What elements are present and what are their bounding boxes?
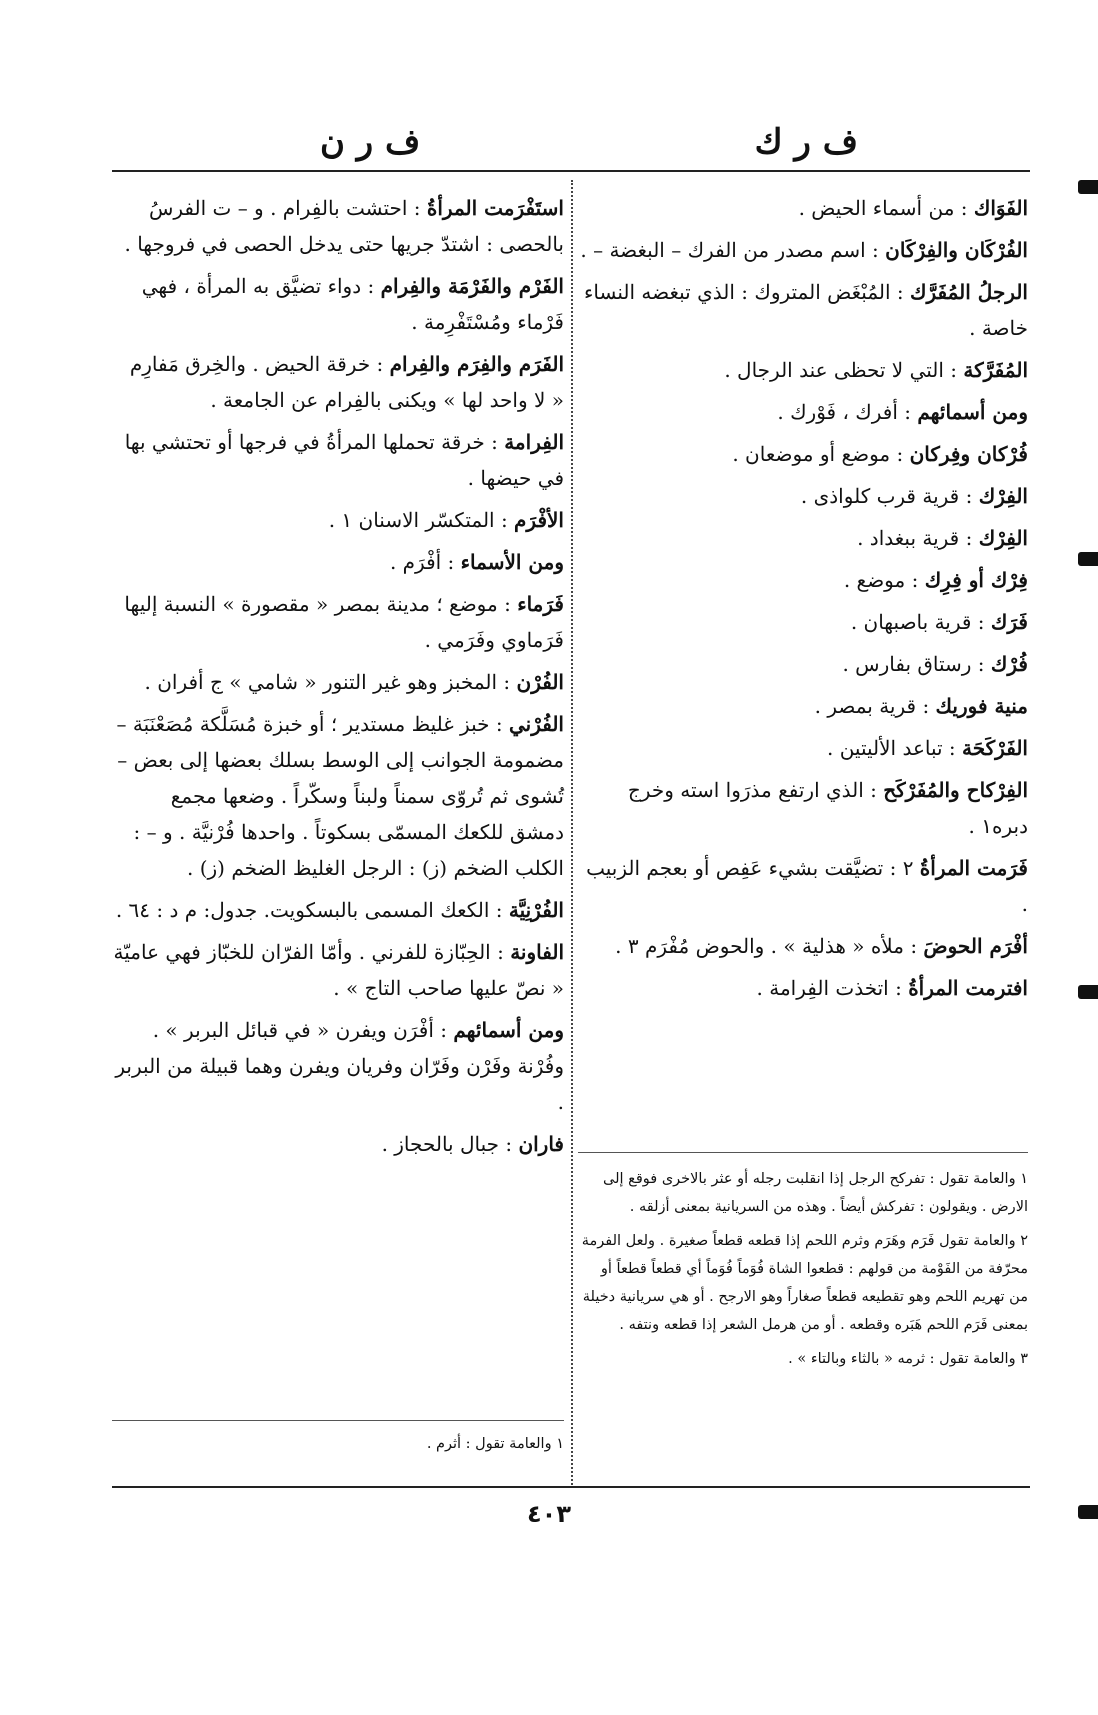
entry: [112, 502, 564, 538]
headword: الرجلُ المُفَرَّك: [909, 280, 1028, 304]
headword: الفُرْني: [508, 712, 564, 736]
footnote: ١ والعامة تقول : أثرم .: [426, 1436, 564, 1452]
column-divider: [571, 180, 573, 1485]
headword: الفَرَم والفِرَم والفِرام: [389, 352, 564, 376]
entry: [578, 604, 1028, 640]
definition: : خبز غليظ مستدير ؛ أو خبزة مُسَلَّكة مُصَعْنَبَة – مضمومة الجوانب إلى الوسط بسلك بعضها إلى بعض – تُشوى ثم تُروّى سمناً ولبناً وسكّراً . وضعها مجمع دمشق للكعك المسمّى بسكوتاً . واحدها فُرْنيَّة . و – : الكلب الضخم (ز) : الرجل الغليظ الضخم (ز) .: [116, 712, 564, 880]
entry: [112, 544, 564, 580]
entry: [578, 646, 1028, 682]
headword: الفَرْكَحَة: [962, 736, 1028, 760]
entry: [578, 730, 1028, 766]
page-edge-mark: [1078, 1505, 1098, 1519]
entry: [112, 706, 564, 886]
entry: [112, 934, 564, 1006]
right-footnotes: [578, 1165, 1028, 1379]
headword: فِرْك أو فِرِك: [924, 568, 1028, 592]
definition: : المتكسّر الاسنان ١ .: [328, 508, 515, 532]
footnote: ٣ والعامة تقول : ثرمه « بالثاء وبالتاء » .: [788, 1351, 1028, 1367]
entry: [578, 436, 1028, 472]
headword: الفاونة: [510, 940, 564, 964]
entry: [578, 562, 1028, 598]
headword: منية فوريك: [935, 694, 1028, 718]
headword: الفُرْنِيَّة: [508, 898, 564, 922]
headword: استَفْرَمت المرأةُ: [426, 196, 564, 220]
page-edge-mark: [1078, 180, 1098, 194]
entry: [112, 190, 564, 262]
definition: : رستاق بفارس .: [842, 652, 991, 676]
headword: ومن الأسماء: [460, 550, 564, 574]
left-column-entries: [112, 190, 564, 1168]
headword: أفْرَم الحوضَ: [923, 934, 1028, 958]
headword: الفُرْكَان والفِرْكَان: [885, 238, 1028, 262]
entry: [578, 850, 1028, 922]
headword: الفَوَاك: [973, 196, 1028, 220]
entry: [578, 478, 1028, 514]
right-footnote-rule: [578, 1152, 1028, 1153]
entry: [578, 190, 1028, 226]
entry: [578, 970, 1028, 1006]
definition: : جبال بالحجاز .: [381, 1132, 519, 1156]
definition: : الذي ارتفع مذرَوا استه وخرج دبره١ .: [627, 778, 1028, 838]
right-column-root-heading: ف ر ك: [754, 122, 858, 162]
definition: : المخبز وهو غير التنور « شامي » ج أفران .: [144, 670, 517, 694]
definition: : موضع ؛ مدينة بمصر « مقصورة » النسبة إليها فَرَماوي وفَرَمي .: [124, 592, 564, 652]
definition: : قرية ببغداد .: [857, 526, 979, 550]
entry: [112, 1126, 564, 1162]
headword: الأفْرَم: [514, 508, 564, 532]
headword: المُفَرَّكة: [963, 358, 1028, 382]
headword: الفُرْن: [516, 670, 564, 694]
definition: : احتشت بالفِرام . و – ت الفرسُ بالحصى : اشتدّ جريها حتى يدخل الحصى في فروجها .: [124, 196, 564, 256]
definition: : دواء تضيَّق به المرأة ، فهي فَرْماء ومُسْتَفْرِمة .: [141, 274, 564, 334]
definition: : قرية قرب كلواذى .: [800, 484, 979, 508]
definition: : المُبْغَض المتروك : الذي تبغضه النساء خاصة .: [584, 280, 1028, 340]
headword: فُرْك: [990, 652, 1028, 676]
headword: الفَرْم والفَرْمَة والفِرام: [380, 274, 564, 298]
definition: : موضع .: [843, 568, 925, 592]
definition: : أفرك ، فَوْرك .: [777, 400, 918, 424]
bottom-rule: [112, 1486, 1030, 1488]
headword: الفِرْك: [978, 484, 1028, 508]
page-number: ٤٠٣: [527, 1500, 571, 1528]
entry: [578, 928, 1028, 964]
entry: [578, 274, 1028, 346]
definition: : تباعد الأليتين .: [826, 736, 963, 760]
page-edge-mark: [1078, 552, 1098, 566]
page-edge-mark: [1078, 985, 1098, 999]
definition: : اسم مصدر من الفرك – البغضة – .: [580, 238, 886, 262]
definition: : أفْرَم .: [389, 550, 461, 574]
headword: فَرَماء: [517, 592, 564, 616]
headword: الفِرْكاح والمُفَرْكَح: [883, 778, 1028, 802]
headword: الفِرامة: [504, 430, 564, 454]
headword: فَرَك: [990, 610, 1028, 634]
headword: الفِرْك: [978, 526, 1028, 550]
footnote: ٢ والعامة تقول فَرَم وهَرَم وثرم اللحم إذا قطعه قطعاً صغيرة . ولعل الفرمة محرّفة من الفَوْمة من قولهم : قطعوا الشاة فُوَماً فُوَماً أي قطعاً قطعاً أو من تهريم اللحم وهو تقطيعه قطعاً صغاراً وهو الارجح . أو هي سريانية دخيلة بمعنى فَرَم اللحم هَبَره وقطعه . أو من هرمل الشعر إذا قطعه ونتفه .: [581, 1233, 1028, 1333]
entry: [112, 586, 564, 658]
left-footnote-rule: [112, 1420, 564, 1421]
entry: [112, 346, 564, 418]
definition: : خرقة تحملها المرأةُ في فرجها أو تحتشي بها في حيضها .: [124, 430, 564, 490]
headword: فَرَمت المرأةُ: [919, 856, 1028, 880]
definition: : الحِبّازة للفرني . وأمّا الفرّان للخبّاز فهي عاميّة « نصّ عليها صاحب التاج » .: [113, 940, 564, 1000]
definition: : من أسماء الحيض .: [798, 196, 974, 220]
definition: : موضع أو موضعان .: [732, 442, 910, 466]
left-footnotes: [112, 1430, 564, 1464]
headword: فُرْكان وفِركان: [909, 442, 1028, 466]
entry: [578, 232, 1028, 268]
headword: افترمت المرأةُ: [908, 976, 1028, 1000]
definition: : قرية باصبهان .: [850, 610, 991, 634]
definition: ٢ : تضيَّقت بشيء عَفِص أو بعجم الزبيب .: [586, 856, 1028, 916]
headword: ومن أسمائهم: [917, 400, 1028, 424]
entry: [112, 1012, 564, 1120]
definition: : اتخذت الفِرامة .: [756, 976, 909, 1000]
entry: [578, 520, 1028, 556]
definition: : التي لا تحظى عند الرجال .: [724, 358, 964, 382]
headword: ومن أسمائهم: [453, 1018, 564, 1042]
entry: [112, 424, 564, 496]
definition: : ملأه « هذلية » . والحوض مُفْرَم ٣ .: [615, 934, 924, 958]
entry: [112, 268, 564, 340]
right-column-entries: [578, 190, 1028, 1012]
entry: [112, 664, 564, 700]
definition: : الكعك المسمى بالبسكويت. جدول: م د : ٦٤ .: [115, 898, 509, 922]
entry: [578, 394, 1028, 430]
entry: [578, 352, 1028, 388]
entry: [112, 892, 564, 928]
entry: [578, 688, 1028, 724]
entry: [578, 772, 1028, 844]
footnote: ١ والعامة تقول : تفركح الرجل إذا انقلبت رجله أو عثر بالاخرى فوقع إلى الارض . ويقولون : تفركش أيضاً . وهذه من السريانية بمعنى أزلقه .: [603, 1171, 1028, 1215]
left-column-root-heading: ف ر ن: [320, 122, 421, 162]
definition: : خرقة الحيض . والخِرق مَفارِم « لا واحد لها » ويكنى بالفِرام عن الجامعة .: [129, 352, 564, 412]
headword: فاران: [518, 1132, 564, 1156]
definition: : قرية بمصر .: [814, 694, 936, 718]
top-rule: [112, 170, 1030, 172]
definition: : أفْرَن ويفرن « في قبائل البربر » . وفُرْنة وفَرْن وفَرّان وفريان ويفرن وهما قبيلة من البربر .: [115, 1018, 564, 1114]
